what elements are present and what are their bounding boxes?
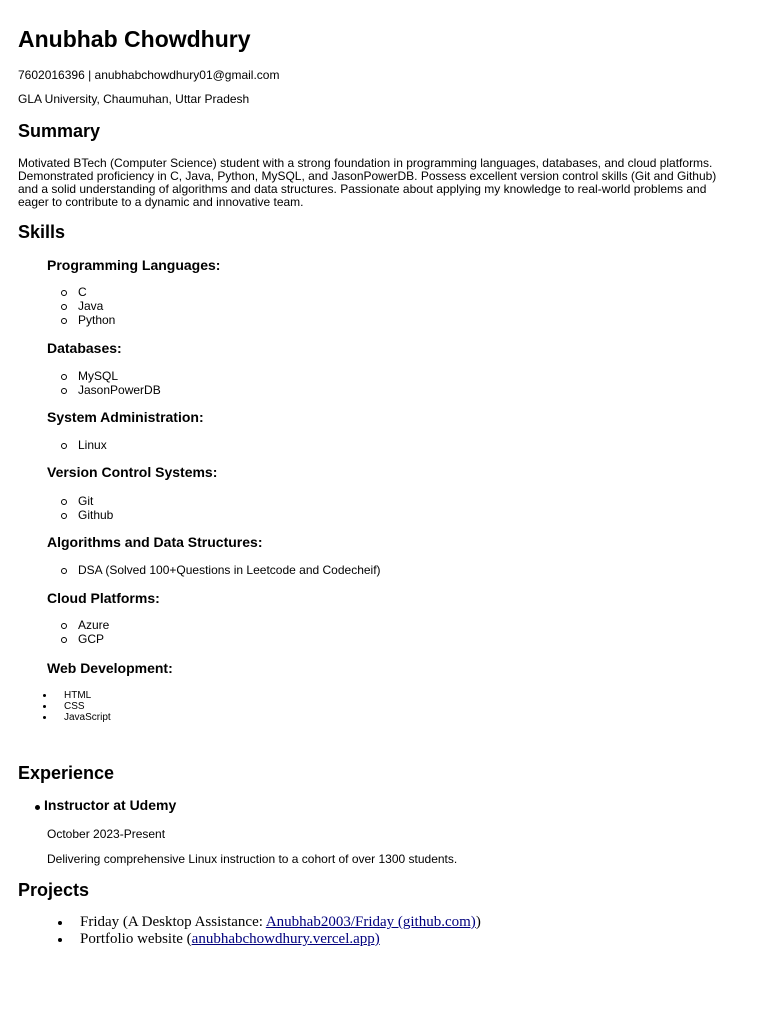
experience-description: Delivering comprehensive Linux instruction to a cohort of over 1300 students. xyxy=(47,852,458,866)
list-item: DSA (Solved 100+Questions in Leetcode and Codecheif) xyxy=(60,563,381,577)
bullet-icon xyxy=(35,805,40,810)
list-item: C xyxy=(60,285,115,299)
summary-heading: Summary xyxy=(18,121,101,141)
skills-heading: Skills xyxy=(18,222,66,242)
project-link-friday[interactable]: Anubhab2003/Friday (github.com) xyxy=(265,914,476,930)
list-item: MySQL xyxy=(60,369,161,383)
list-item: Github xyxy=(60,508,113,522)
project-text: Portfolio website ( xyxy=(80,931,192,947)
skill-list-cloud xyxy=(60,618,109,646)
list-item: Linux xyxy=(60,438,107,452)
projects-heading: Projects xyxy=(18,880,90,900)
list-item: CSS xyxy=(40,701,111,712)
project-list xyxy=(57,914,481,948)
project-text: Friday (A Desktop Assistance: xyxy=(80,914,266,930)
skill-group-title: Algorithms and Data Structures: xyxy=(47,534,263,550)
list-item: JavaScript xyxy=(40,712,111,723)
list-item: GCP xyxy=(60,632,109,646)
skill-list-dsa xyxy=(60,563,381,577)
list-item: Git xyxy=(60,494,113,508)
list-item xyxy=(57,914,481,931)
list-item: Python xyxy=(60,313,115,327)
list-item: Java xyxy=(60,299,115,313)
list-item: HTML xyxy=(40,690,111,701)
list-item: Azure xyxy=(60,618,109,632)
skill-group-title: Cloud Platforms: xyxy=(47,590,160,606)
skill-group-title: System Administration: xyxy=(47,409,204,425)
contact-line: 7602016396 | anubhabchowdhury01@gmail.com xyxy=(18,68,280,82)
list-item: JasonPowerDB xyxy=(60,383,161,397)
skill-list-sysadmin xyxy=(60,438,107,452)
skill-group-title: Web Development: xyxy=(47,660,173,676)
skill-list-programming xyxy=(60,285,115,327)
summary-text: Motivated BTech (Computer Science) student with a strong foundation in programming languages, databases, and cloud platforms. Demonstrated proficiency in C, Java, Python, MySQL, and JasonPowerDB. Possess excellent version control skills (Git and Github) and a solid understanding of algorithms and data structures. Passionate about applying my knowledge to real-world problems and eager to contribute to a dynamic and innovative team. xyxy=(18,156,717,209)
resume-name: Anubhab Chowdhury xyxy=(18,26,251,52)
skill-group-title: Programming Languages: xyxy=(47,257,221,273)
list-item xyxy=(57,931,481,948)
project-text-suffix: ) xyxy=(475,914,481,930)
skill-list-webdev xyxy=(40,690,111,723)
skill-list-vcs xyxy=(60,494,113,522)
skill-group-title: Version Control Systems: xyxy=(47,464,218,480)
experience-heading: Experience xyxy=(18,763,115,783)
project-link-portfolio[interactable]: anubhabchowdhury.vercel.app) xyxy=(191,931,380,947)
experience-dates: October 2023-Present xyxy=(47,827,166,841)
skill-group-title: Databases: xyxy=(47,340,122,356)
skill-list-databases xyxy=(60,369,161,397)
location-line: GLA University, Chaumuhan, Uttar Pradesh xyxy=(18,92,250,106)
experience-role: Instructor at Udemy xyxy=(44,797,177,813)
